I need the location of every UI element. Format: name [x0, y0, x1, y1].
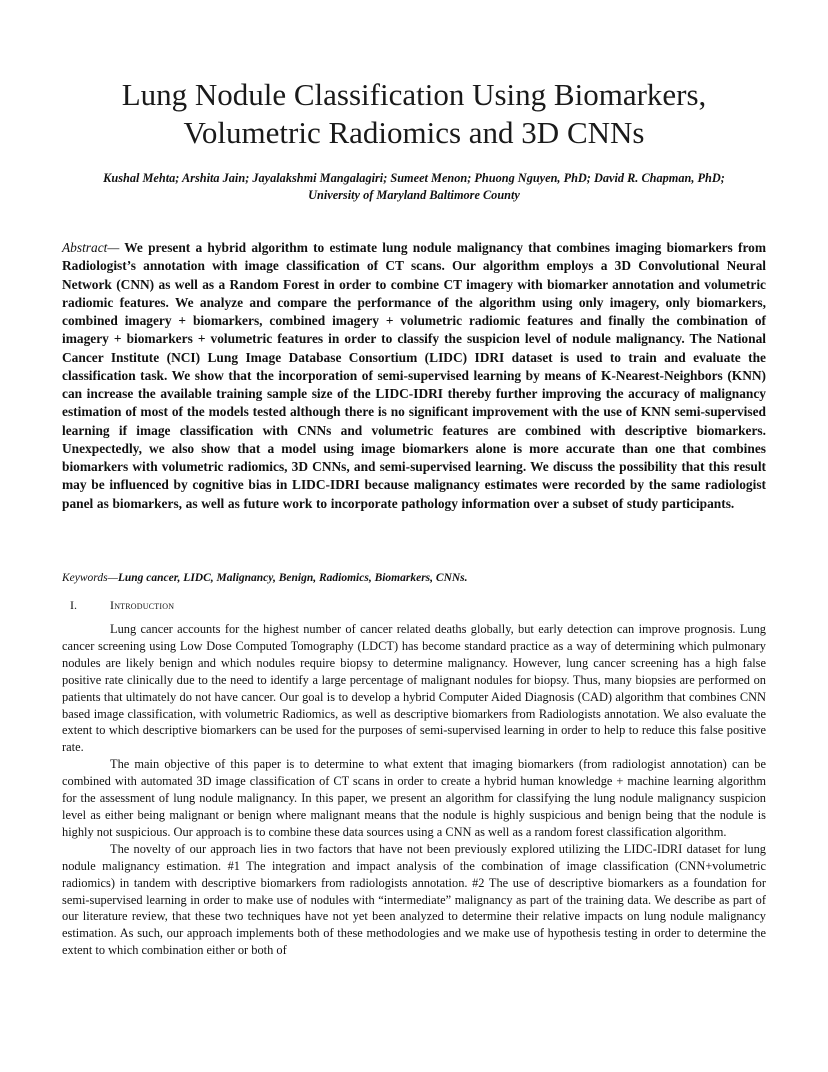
title-line-1: Lung Nodule Classification Using Biomarkers,: [121, 77, 707, 112]
abstract-label: Abstract—: [62, 240, 120, 255]
abstract-text: We present a hybrid algorithm to estimate lung nodule malignancy that combines imaging biomarkers from Radiologist’s annotation with image classification of CT scans. Our algorithm employs a 3D Convolutional Neural Network (CNN) as well as a Random Forest in order to combine CT imagery with biomarker annotation and volumetric radiomic features. We analyze and compare the performance of the algorithm using only imagery, only biomarkers, combined imagery + biomarkers, combined imagery + volumetric radiomic features and finally the combination of imagery + biomarkers + volumetric features in order to classify the suspicion level of nodule malignancy. The National Cancer Institute (NCI) Lung Image Database Consortium (LIDC) IDRI dataset is used to train and evaluate the classification task. We show that the incorporation of semi-supervised learning by means of K-Nearest-Neighbors (KNN) can increase the available training sample size of the LIDC-IDRI thereby further improving the accuracy of malignancy estimation of most of the models tested although there is no significant improvement with the use of KNN semi-supervised learning if image classification with CNNs and volumetric features are combined with descriptive biomarkers. Unexpectedly, we also show that a model using image biomarkers alone is more accurate than one that combines biomarkers with volumetric radiomics, 3D CNNs, and semi-supervised learning. We discuss the possibility that this result may be influenced by cognitive bias in LIDC-IDRI because malignancy estimates were recorded by the same radiologist panel as biomarkers, as well as future work to incorporate pathology information over a subset of study participants.: [62, 240, 767, 511]
introduction-body: [62, 621, 766, 959]
section-heading: [70, 598, 174, 613]
abstract: [62, 239, 766, 513]
section-title: Introduction: [110, 598, 175, 612]
author-affiliation: University of Maryland Baltimore County: [308, 188, 520, 202]
paragraph: The main objective of this paper is to determine to what extent that imaging biomarkers (from radiologist annotation) can be combined with automated 3D image classification of CT scans in order to create a hybrid human knowledge + machine learning algorithm for the assessment of lung nodule malignancy. In this paper, we present an algorithm for classifying the lung nodule malignancy suspicion level as either being malignant or benign where malignant means that the nodule is highly suspicious and benign being that the nodule is highly not suspicious. Our approach is to combine these data sources using a CNN as well as a random forest classification algorithm.: [62, 757, 766, 839]
keywords: [62, 572, 766, 584]
keywords-text: Lung cancer, LIDC, Malignancy, Benign, Radiomics, Biomarkers, CNNs.: [117, 572, 468, 584]
author-block: [50, 170, 778, 204]
title-line-2: Volumetric Radiomics and 3D CNNs: [183, 115, 645, 150]
paragraph: Lung cancer accounts for the highest number of cancer related deaths globally, but early detection can improve prognosis. Lung cancer screening using Low Dose Computed Tomography (LDCT) has become standard practice as a way of determining which pulmonary nodules are likely benign and which nodules require biopsy to determine malignancy. However, lung cancer screening has a high false positive rate clinically due to the need to identify a large percentage of malignant nodules for biopsy. Thus, many biopsies are performed on patients that ultimately do not have cancer. Our goal is to develop a hybrid Computer Aided Diagnosis (CAD) algorithm that combines CNN based image classification, with volumetric Radiomics, as well as descriptive biomarkers from Radiologists annotation. We also evaluate the extent to which descriptive biomarkers can be used for the purposes of semi-supervised learning in order to help to reduce this false positive rate.: [62, 622, 766, 755]
author-names: Kushal Mehta; Arshita Jain; Jayalakshmi Mangalagiri; Sumeet Menon; Phuong Nguyen, PhD; David R. Chapman, PhD;: [103, 171, 725, 185]
section-number: I.: [70, 598, 77, 612]
paragraph: The novelty of our approach lies in two factors that have not been previously explored utilizing the LIDC-IDRI dataset for lung nodule malignancy estimation. #1 The integration and impact analysis of the combination of image classification (CNN+volumetric radiomics) in tandem with descriptive biomarkers from radiologists annotation. #2 The use of descriptive biomarkers as a foundation for semi-supervised learning in order to make use of nodules with “intermediate” malignancy as part of the training data. We describe as part of our literature review, that these two techniques have not yet been analyzed to determine their relative impacts on lung nodule malignancy estimation. As such, our approach implements both of these methodologies and we make use of hypothesis testing in order to determine the extent to which combination either or both of: [62, 841, 766, 958]
keywords-label: Keywords—: [62, 572, 118, 584]
paper-title: [40, 76, 788, 152]
